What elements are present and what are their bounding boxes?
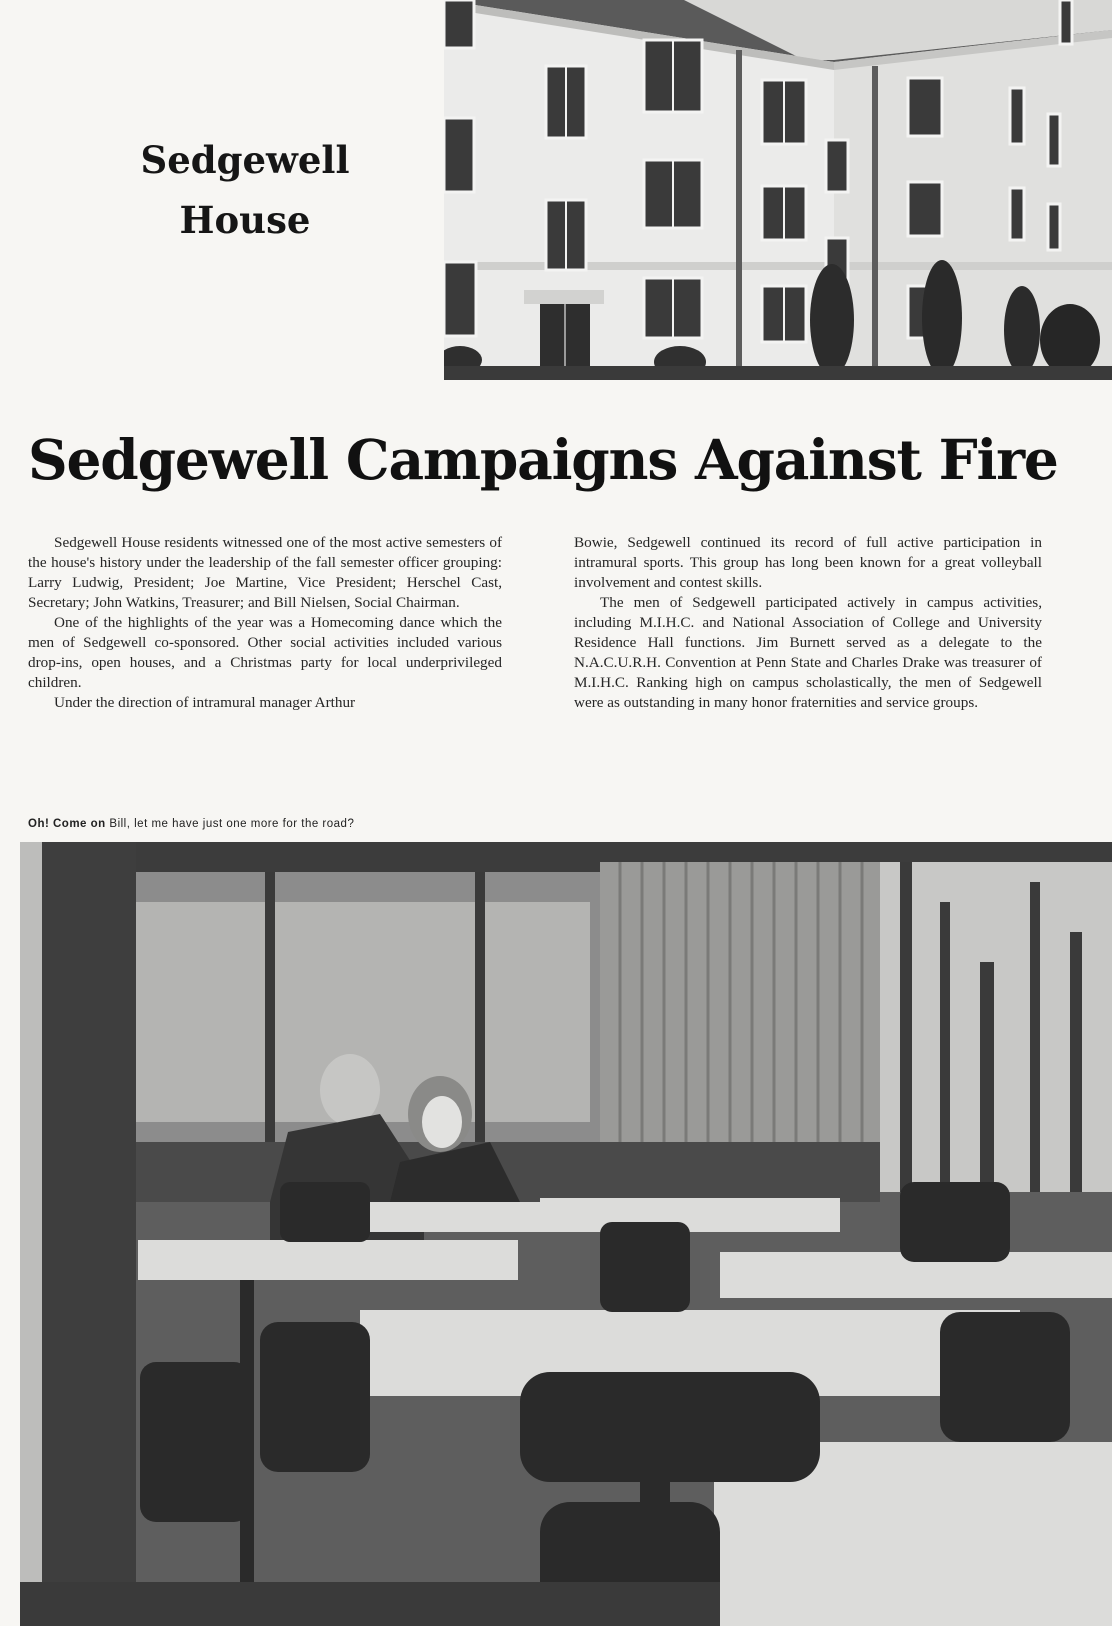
article-paragraph: Sedgewell House residents witnessed one of the most active semesters of the house's history under the leadership of the fall semester officer grouping: Larry Ludwig, President; Joe Martine, Vice President; Herschel Cast, Secretary; John Watkins, Treasurer; and Bill Nielsen, Social Chairman. [28, 534, 502, 611]
section-title-line1: Sedgewell [140, 138, 350, 182]
article-right-column [574, 533, 1042, 713]
headline: Sedgewell Campaigns Against Fire [28, 427, 1058, 492]
article-left-column [28, 533, 502, 713]
caption-lead: Oh! Come on [28, 818, 106, 830]
caption-text: Bill, let me have just one more for the road? [105, 818, 355, 830]
article-paragraph: The men of Sedgewell participated actively in campus activities, including M.I.H.C. and National Association of College and University Residence Hall functions. Jim Burnett served as a delegate to the N.A.C.U.R.H. Convention at Penn State and Charles Drake was treasurer of M.I.H.C. Ranking high on campus scholastically, the men of Sedgewell were as outstanding in many honor fraternities and service groups. [574, 594, 1042, 711]
article-paragraph: Under the direction of intramural manager Arthur [54, 694, 356, 711]
article-paragraph: One of the highlights of the year was a Homecoming dance which the men of Sedgewell co-sponsored. Other social activities included various drop-ins, open houses, and a Christmas party for local underprivileged children. [28, 614, 502, 691]
cafeteria-photo [20, 842, 1112, 1626]
photo-caption [28, 815, 628, 833]
section-title [95, 130, 395, 250]
building-photo [444, 0, 1112, 380]
article-paragraph: Bowie, Sedgewell continued its record of full active participation in intramural sports. This group has long been known for a great volleyball involvement and contest skills. [574, 534, 1042, 591]
section-title-line2: House [179, 198, 311, 242]
